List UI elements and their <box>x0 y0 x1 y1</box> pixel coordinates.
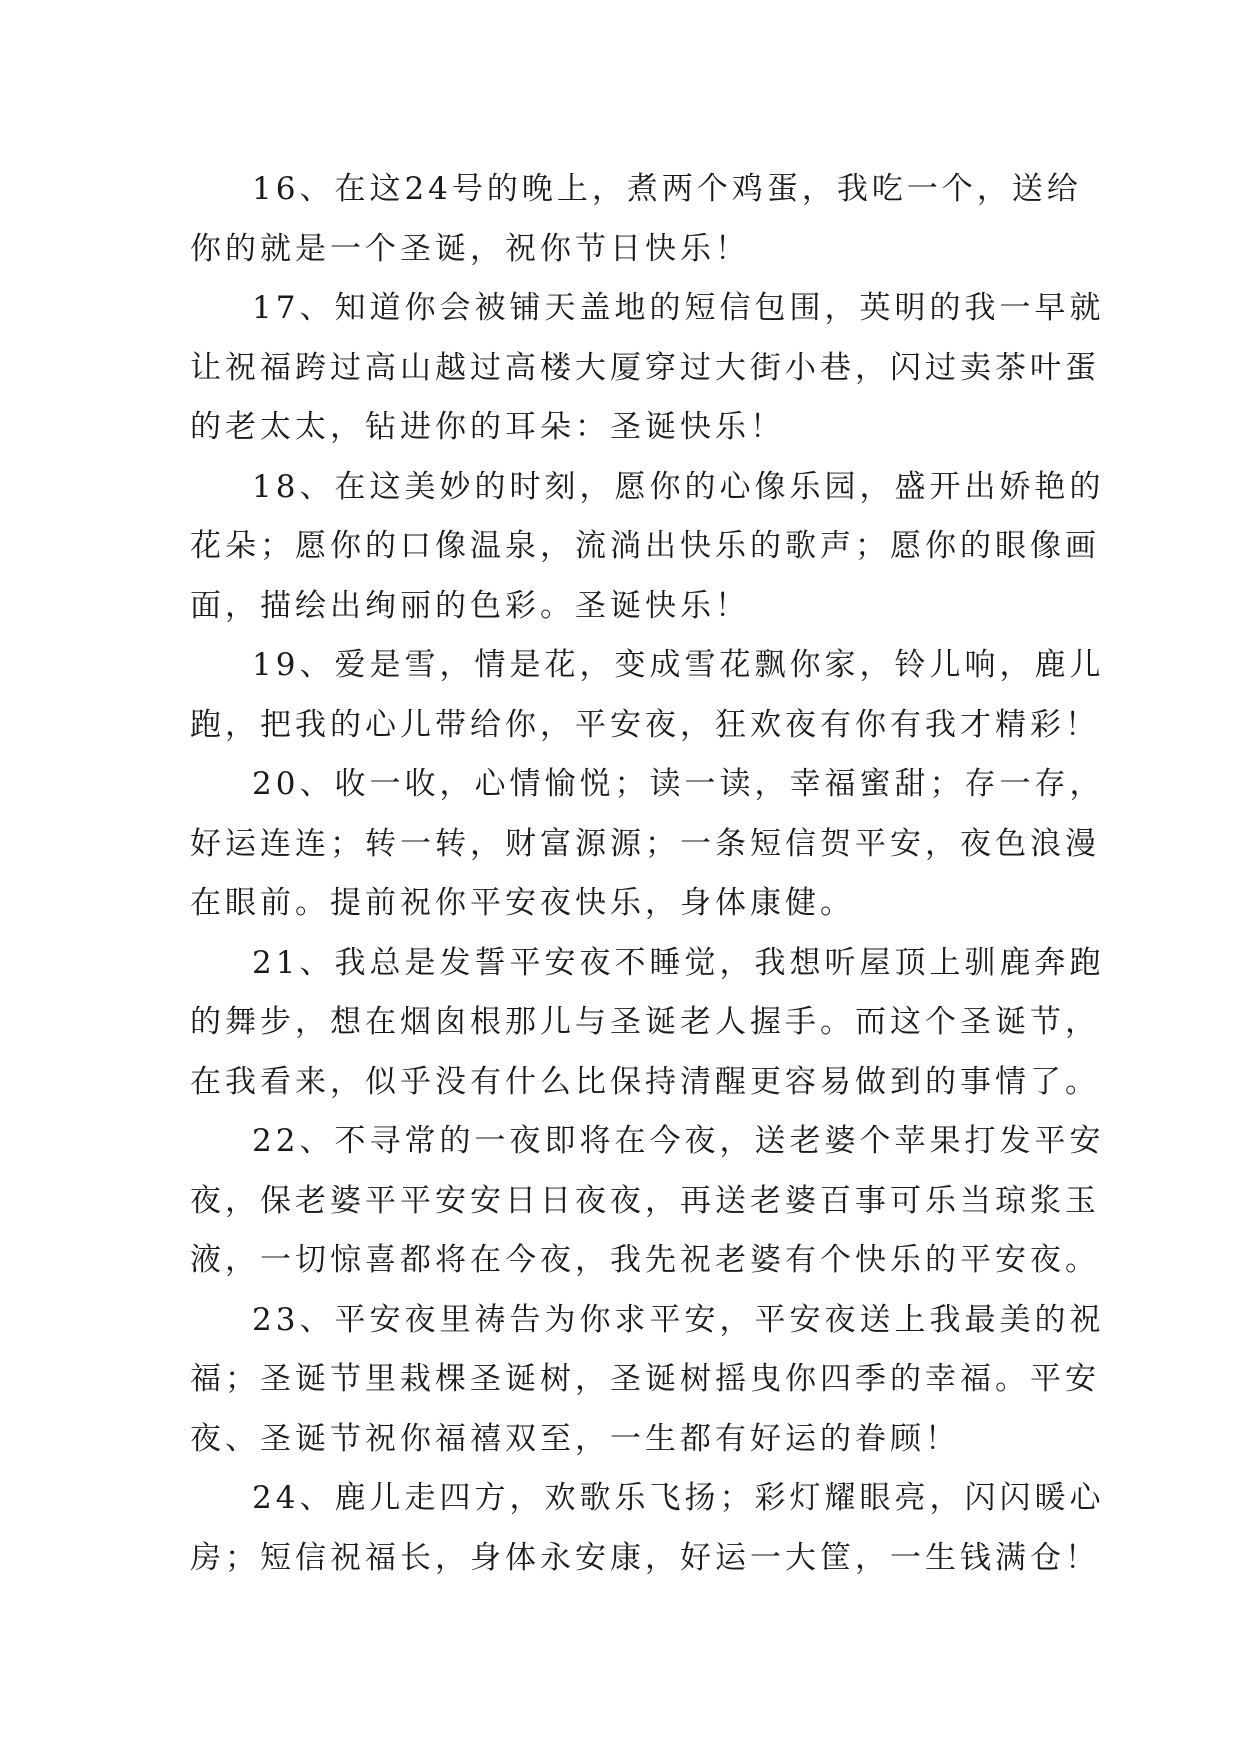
paragraph-line: 16、在这24号的晚上，煮两个鸡蛋，我吃一个，送给 <box>252 171 1082 207</box>
paragraph-24 <box>190 1469 1105 1588</box>
paragraph-line: 福；圣诞节里栽棵圣诞树，圣诞树摇曳你四季的幸福。平安 <box>190 1361 1100 1397</box>
paragraph-line: 20、收一收，心情愉悦；读一读，幸福蜜甜；存一存， <box>252 766 1105 802</box>
paragraph-line: 好运连连；转一转，财富源源；一条短信贺平安，夜色浪漫 <box>190 825 1100 862</box>
paragraph-line: 花朵；愿你的口像温泉，流淌出快乐的歌声；愿你的眼像画 <box>190 528 1100 564</box>
paragraph-line: 夜、圣诞节祝你福禧双至，一生都有好运的眷顾！ <box>190 1420 960 1457</box>
paragraph-line: 的舞步，想在烟囱根那儿与圣诞老人握手。而这个圣诞节， <box>190 1004 1100 1040</box>
paragraph-line: 在我看来，似乎没有什么比保持清醒更容易做到的事情了。 <box>190 1063 1100 1100</box>
paragraph-line: 液，一切惊喜都将在今夜，我先祝老婆有个快乐的平安夜。 <box>190 1242 1100 1278</box>
paragraph-line: 夜，保老婆平平安安日日夜夜，再送老婆百事可乐当琼浆玉 <box>190 1182 1100 1219</box>
paragraph-line: 跑，把我的心儿带给你，平安夜，狂欢夜有你有我才精彩！ <box>190 706 1100 743</box>
paragraph-line: 的老太太，钻进你的耳朵：圣诞快乐！ <box>190 409 785 445</box>
paragraph-line: 18、在这美妙的时刻，愿你的心像乐园，盛开出娇艳的 <box>252 468 1105 505</box>
paragraph-line: 22、不寻常的一夜即将在今夜，送老婆个苹果打发平安 <box>252 1123 1105 1159</box>
paragraph-21 <box>190 934 1105 1113</box>
paragraph-line: 房；短信祝福长，身体永安康，好运一大筐，一生钱满仓！ <box>190 1539 1100 1576</box>
paragraph-line: 21、我总是发誓平安夜不睡觉，我想听屋顶上驯鹿奔跑 <box>252 944 1105 981</box>
paragraph-line: 面，描绘出绚丽的色彩。圣诞快乐！ <box>190 587 750 624</box>
paragraph-22 <box>190 1112 1105 1291</box>
paragraph-23 <box>190 1291 1105 1470</box>
paragraph-line: 19、爱是雪，情是花，变成雪花飘你家，铃儿响，鹿儿 <box>252 647 1105 683</box>
paragraph-line: 24、鹿儿走四方，欢歌乐飞扬；彩灯耀眼亮，闪闪暖心 <box>252 1480 1105 1516</box>
paragraph-line: 让祝福跨过高山越过高楼大厦穿过大街小巷，闪过卖茶叶蛋 <box>190 349 1100 386</box>
paragraph-18 <box>190 458 1105 637</box>
paragraph-17 <box>190 279 1105 458</box>
paragraph-line: 23、平安夜里祷告为你求平安，平安夜送上我最美的祝 <box>252 1301 1105 1338</box>
paragraph-16 <box>190 160 1082 279</box>
paragraph-19 <box>190 636 1105 755</box>
paragraph-line: 在眼前。提前祝你平安夜快乐，身体康健。 <box>190 885 855 921</box>
paragraph-line: 17、知道你会被铺天盖地的短信包围，英明的我一早就 <box>252 290 1105 326</box>
paragraph-line: 你的就是一个圣诞，祝你节日快乐！ <box>190 230 750 267</box>
document-body <box>190 160 1105 1588</box>
paragraph-20 <box>190 755 1105 934</box>
